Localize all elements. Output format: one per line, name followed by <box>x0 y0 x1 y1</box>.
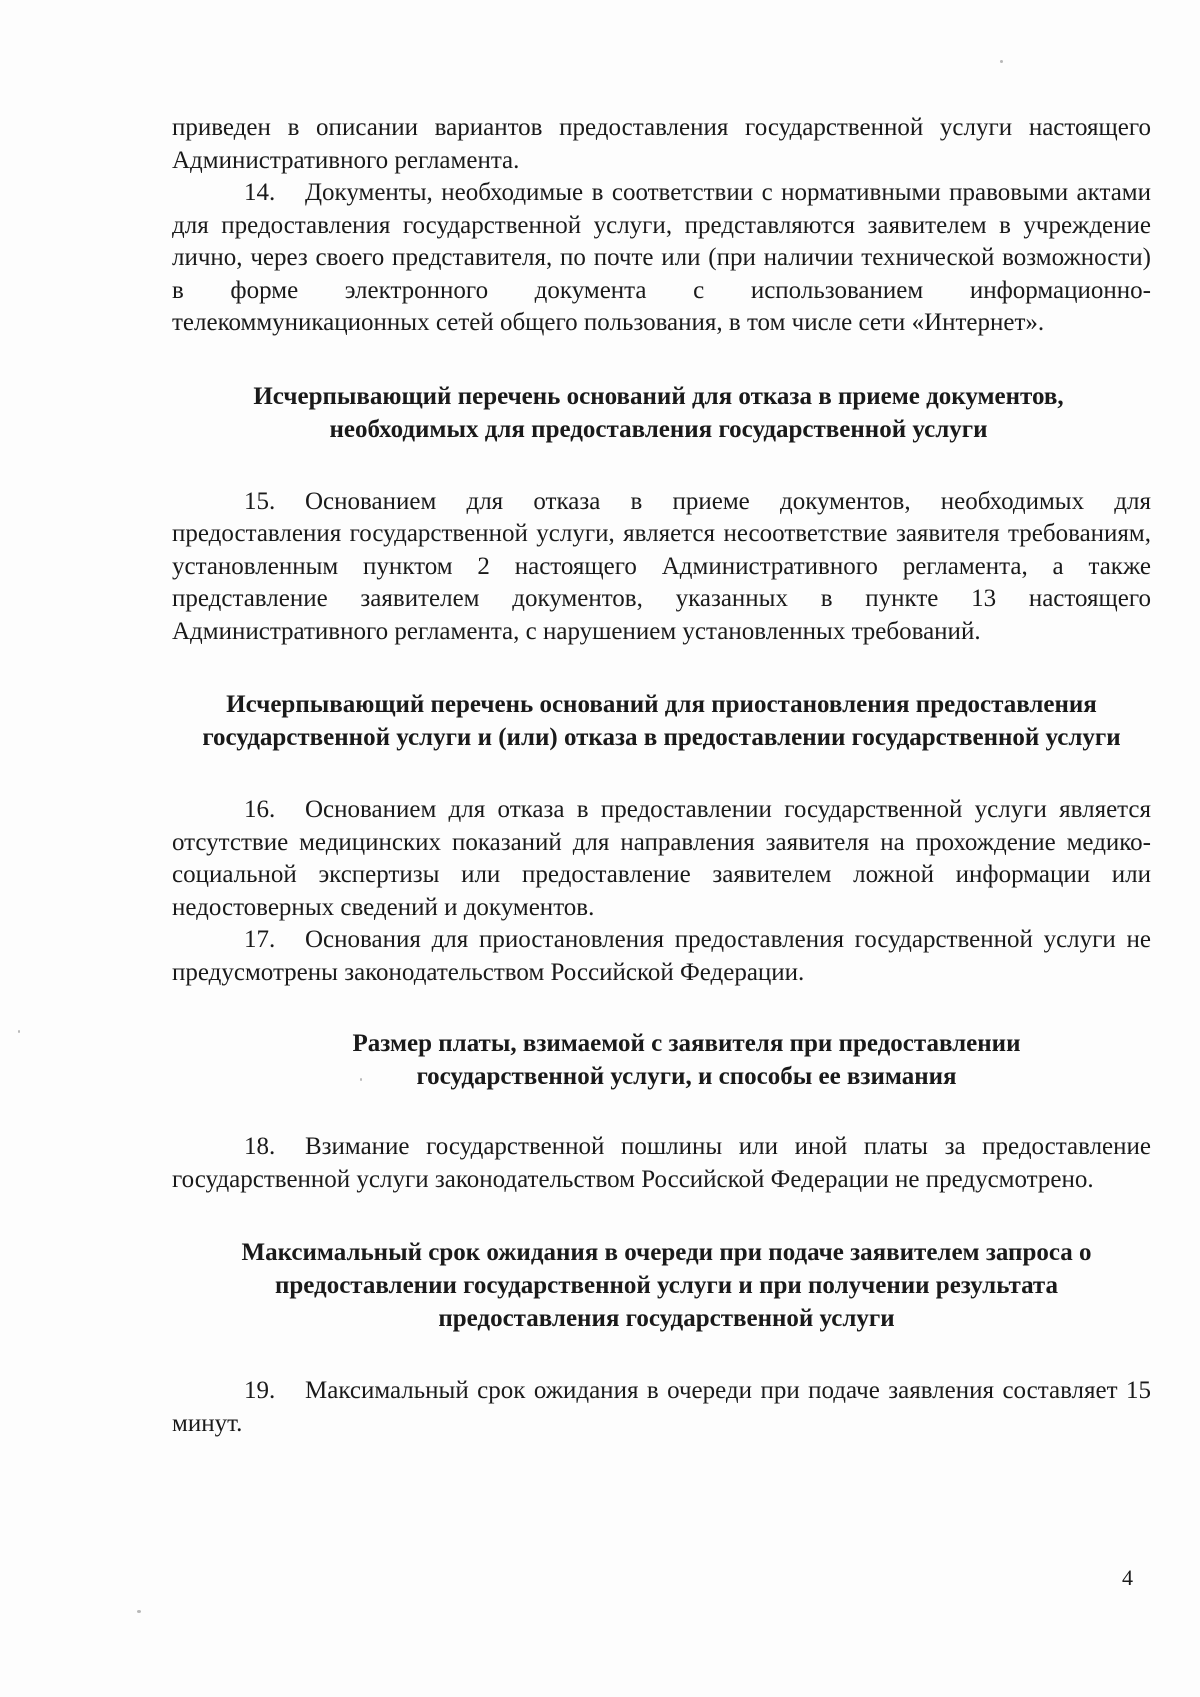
section-heading-queue-time: Максимальный срок ожидания в очереди при подаче заявителем запроса о предоставлении государственной услуги и при получении результата предоставления государственной услуги <box>241 1239 1092 1332</box>
paragraph-number: 14. <box>244 179 276 206</box>
paragraph-16 <box>172 794 1151 924</box>
paragraph-number: 18. <box>244 1133 276 1160</box>
paragraph-number: 19. <box>244 1377 276 1404</box>
paragraph-19 <box>172 1375 1151 1440</box>
scan-speck <box>137 1610 141 1613</box>
paragraph-text: Основания для приостановления предоставления государственной услуги не предусмотрены законодательством Российской Федерации. <box>172 926 1151 986</box>
document-body <box>172 112 1151 1440</box>
paragraph-text: Максимальный срок ожидания в очереди при подаче заявления составляет 15 минут. <box>172 1377 1151 1437</box>
paragraph-text: Основанием для отказа в приеме документов, необходимых для предоставления государственной услуги, является несоответствие заявителя требованиям, установленным пунктом 2 настоящего Административного регламента, а также представление заявителем документов, указанных в пункте 13 настоящего Административного регламента, с нарушением установленных требований. <box>172 487 1151 645</box>
paragraph-15 <box>172 486 1151 649</box>
paragraph-18 <box>172 1131 1151 1196</box>
section-heading-fee: Размер платы, взимаемой с заявителя при предоставлении государственной услуги, и способы ее взимания <box>352 1030 1021 1090</box>
paragraph-17 <box>172 924 1151 989</box>
intro-text: приведен в описании вариантов предоставления государственной услуги настоящего Административного регламента. <box>172 114 1151 174</box>
intro-paragraph <box>172 112 1151 177</box>
section-heading-suspension-refusal: Исчерпывающий перечень оснований для приостановления предоставления государственной услуги и (или) отказа в предоставлении государственной услуги <box>202 691 1121 751</box>
paragraph-14 <box>172 177 1151 340</box>
paragraph-number: 16. <box>244 796 276 823</box>
scan-speck <box>1000 60 1003 63</box>
paragraph-number: 17. <box>244 926 276 953</box>
paragraph-number: 15. <box>244 487 276 515</box>
paragraph-text: Документы, необходимые в соответствии с нормативными правовыми актами для предоставления государственной услуги, представляются заявителем в учреждение лично, через своего представителя, по почте или (при наличии технической возможности) в форме электронного документа с использованием информационно-телекоммуникационных сетей общего пользования, в том числе сети «Интернет». <box>172 179 1151 336</box>
paragraph-text: Взимание государственной пошлины или иной платы за предоставление государственной услуги законодательством Российской Федерации не предусмотрено. <box>172 1133 1151 1193</box>
section-heading-refusal-acceptance: Исчерпывающий перечень оснований для отказа в приеме документов, необходимых для предоставления государственной услуги <box>253 382 1064 443</box>
page-number: 4 <box>1122 1565 1133 1590</box>
scan-speck <box>18 1030 20 1033</box>
paragraph-text: Основанием для отказа в предоставлении государственной услуги является отсутствие медицинских показаний для направления заявителя на прохождение медико-социальной экспертизы или предоставление заявителем ложной информации или недостоверных сведений и документов. <box>172 796 1151 921</box>
